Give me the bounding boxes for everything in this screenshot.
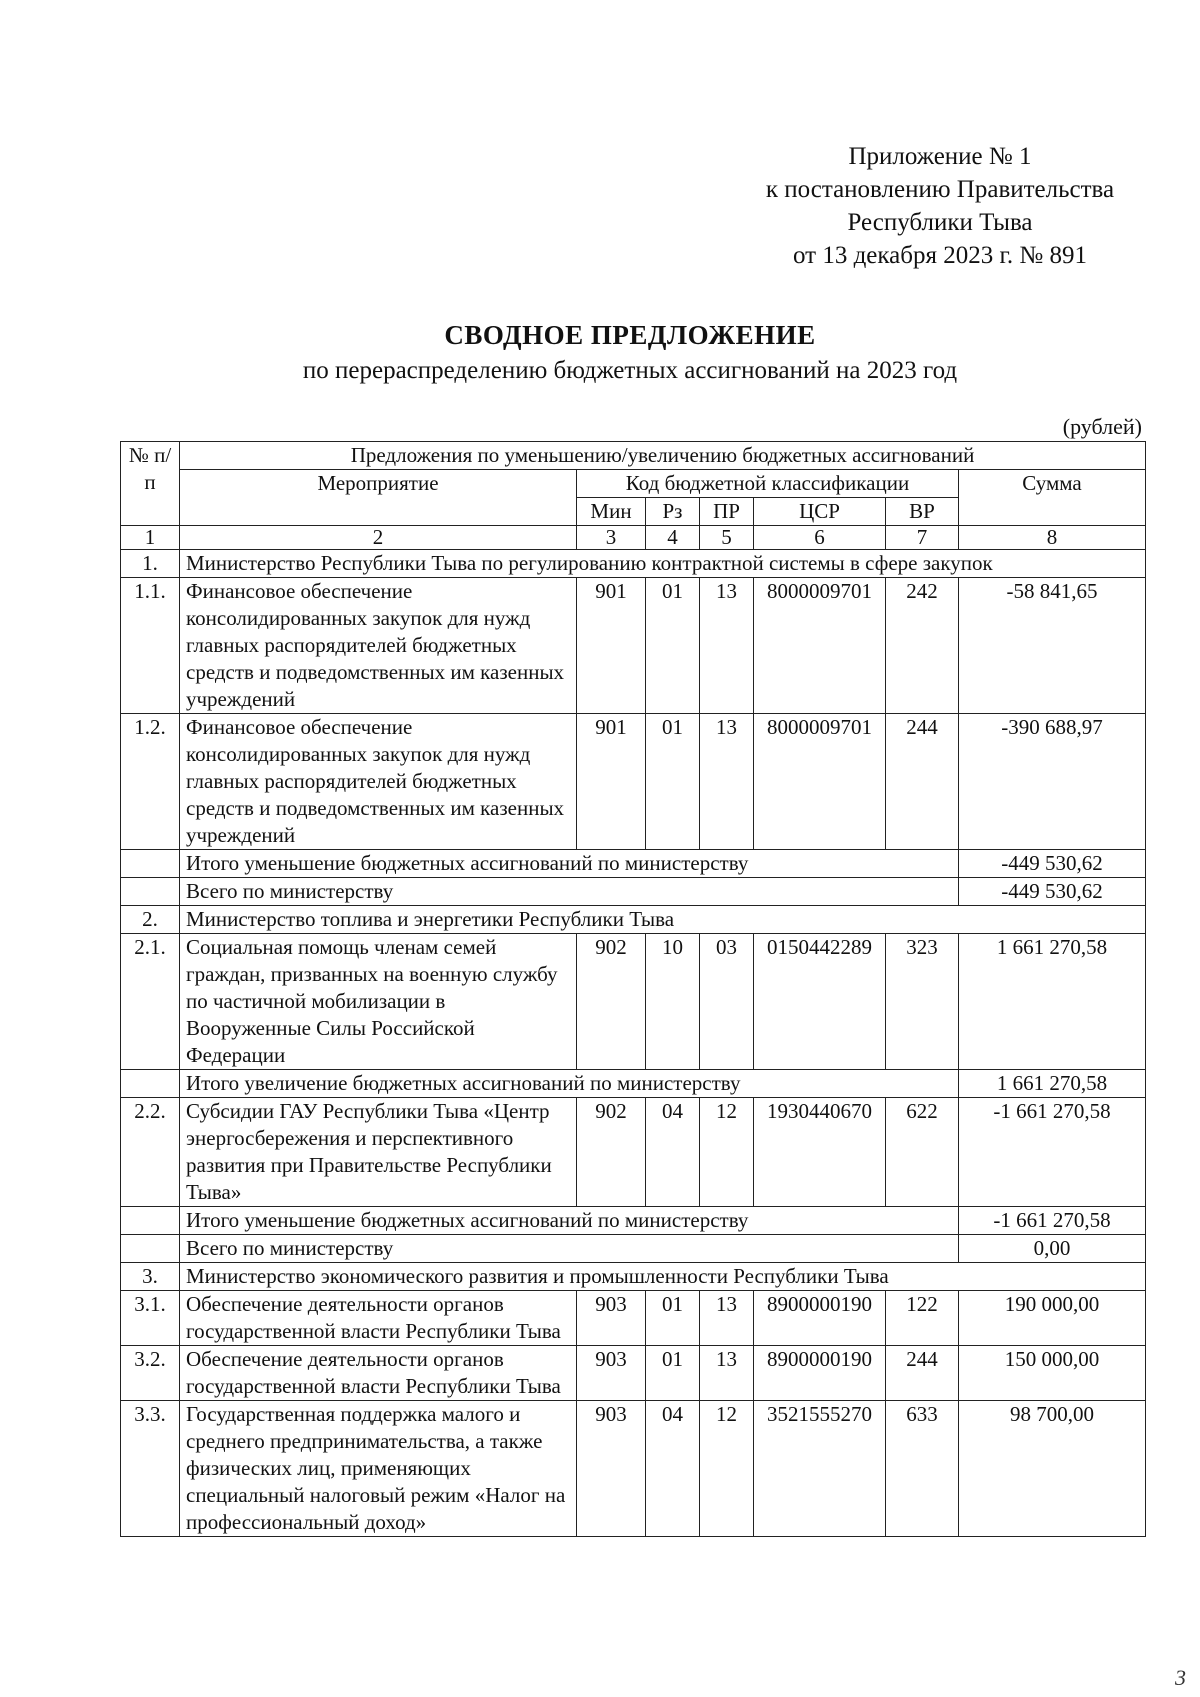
- table-row: [121, 714, 1146, 850]
- row-number-empty: [121, 1235, 180, 1263]
- code-pr: 12: [700, 1098, 754, 1207]
- code-csr: 8900000190: [754, 1291, 886, 1346]
- column-number: 6: [754, 526, 886, 550]
- code-pr: 12: [700, 1401, 754, 1537]
- activity-text: Обеспечение деятельности органов государственной власти Республики Тыва: [180, 1346, 577, 1401]
- header-rz: Рз: [646, 498, 700, 526]
- table-body: [121, 442, 1146, 1537]
- header-activity: Мероприятие: [180, 470, 577, 526]
- code-vr: 622: [886, 1098, 959, 1207]
- amount: -1 661 270,58: [959, 1098, 1146, 1207]
- code-min: 902: [577, 1098, 646, 1207]
- row-number: 3.1.: [121, 1291, 180, 1346]
- table-row: [121, 578, 1146, 714]
- code-rz: 04: [646, 1401, 700, 1537]
- code-csr: 0150442289: [754, 934, 886, 1070]
- annex-line-2: к постановлению Правительства: [765, 176, 1115, 203]
- code-pr: 13: [700, 1291, 754, 1346]
- header-csr: ЦСР: [754, 498, 886, 526]
- row-number: 2.1.: [121, 934, 180, 1070]
- row-number: 1.2.: [121, 714, 180, 850]
- row-number: 1.: [121, 550, 180, 578]
- total-label: Всего по министерству: [180, 1235, 959, 1263]
- code-vr: 242: [886, 578, 959, 714]
- page-number: 3: [1175, 1665, 1186, 1690]
- table-row: [121, 934, 1146, 1070]
- section-row: [121, 550, 1146, 578]
- code-csr: 1930440670: [754, 1098, 886, 1207]
- code-min: 902: [577, 934, 646, 1070]
- activity-text: Субсидии ГАУ Республики Тыва «Центр энергосбережения и перспективного развития при Правительстве Республики Тыва»: [180, 1098, 577, 1207]
- total-label: Итого уменьшение бюджетных ассигнований по министерству: [180, 1207, 959, 1235]
- total-amount: -1 661 270,58: [959, 1207, 1146, 1235]
- total-label: Итого уменьшение бюджетных ассигнований по министерству: [180, 850, 959, 878]
- amount: 98 700,00: [959, 1401, 1146, 1537]
- row-number: 2.2.: [121, 1098, 180, 1207]
- amount: 190 000,00: [959, 1291, 1146, 1346]
- row-number: 3.: [121, 1263, 180, 1291]
- activity-text: Социальная помощь членам семей граждан, призванных на военную службу по частичной мобилизации в Вооруженные Силы Российской Федерации: [180, 934, 577, 1070]
- header-pr: ПР: [700, 498, 754, 526]
- table-row: [121, 1098, 1146, 1207]
- annex-line-1: Приложение № 1: [848, 143, 1032, 170]
- code-min: 901: [577, 578, 646, 714]
- code-rz: 01: [646, 1291, 700, 1346]
- column-number: 7: [886, 526, 959, 550]
- section-row: [121, 1263, 1146, 1291]
- row-number-empty: [121, 878, 180, 906]
- column-number: 5: [700, 526, 754, 550]
- annex-block: [730, 140, 1150, 272]
- total-label: Всего по министерству: [180, 878, 959, 906]
- code-pr: 13: [700, 714, 754, 850]
- code-vr: 244: [886, 1346, 959, 1401]
- code-rz: 01: [646, 578, 700, 714]
- row-number: 1.1.: [121, 578, 180, 714]
- section-title: Министерство топлива и энергетики Республики Тыва: [180, 906, 1146, 934]
- column-number: 1: [121, 526, 180, 550]
- activity-text: Финансовое обеспечение консолидированных закупок для нужд главных распорядителей бюджетных средств и подведомственных им казенных учреждений: [180, 714, 577, 850]
- document-subtitle: по перераспределению бюджетных ассигнований на 2023 год: [302, 357, 958, 384]
- code-rz: 01: [646, 714, 700, 850]
- code-vr: 244: [886, 714, 959, 850]
- total-row: [121, 1070, 1146, 1098]
- column-number: 3: [577, 526, 646, 550]
- header-sum: Сумма: [959, 470, 1146, 526]
- total-amount: 1 661 270,58: [959, 1070, 1146, 1098]
- code-rz: 01: [646, 1346, 700, 1401]
- amount: -390 688,97: [959, 714, 1146, 850]
- total-label: Итого увеличение бюджетных ассигнований по министерству: [180, 1070, 959, 1098]
- total-row: [121, 850, 1146, 878]
- activity-text: Государственная поддержка малого и среднего предпринимательства, а также физических лиц, применяющих специальный налоговый режим «Налог на профессиональный доход»: [180, 1401, 577, 1537]
- code-min: 903: [577, 1401, 646, 1537]
- row-number-empty: [121, 850, 180, 878]
- table-row: [121, 1401, 1146, 1537]
- code-pr: 13: [700, 578, 754, 714]
- row-number: 3.2.: [121, 1346, 180, 1401]
- code-pr: 13: [700, 1346, 754, 1401]
- column-number: 4: [646, 526, 700, 550]
- column-number: 8: [959, 526, 1146, 550]
- total-amount: -449 530,62: [959, 878, 1146, 906]
- code-min: 903: [577, 1346, 646, 1401]
- code-vr: 122: [886, 1291, 959, 1346]
- amount: 1 661 270,58: [959, 934, 1146, 1070]
- code-rz: 04: [646, 1098, 700, 1207]
- budget-table: [120, 441, 1146, 1537]
- annex-line-3: Республики Тыва: [847, 209, 1033, 236]
- row-number: 2.: [121, 906, 180, 934]
- section-title: Министерство Республики Тыва по регулированию контрактной системы в сфере закупок: [180, 550, 1146, 578]
- section-title: Министерство экономического развития и промышленности Республики Тыва: [180, 1263, 1146, 1291]
- header-min: Мин: [577, 498, 646, 526]
- table-row: [121, 1346, 1146, 1401]
- section-row: [121, 906, 1146, 934]
- activity-text: Финансовое обеспечение консолидированных закупок для нужд главных распорядителей бюджетных средств и подведомственных им казенных учреждений: [180, 578, 577, 714]
- code-csr: 3521555270: [754, 1401, 886, 1537]
- header-vr: ВР: [886, 498, 959, 526]
- code-pr: 03: [700, 934, 754, 1070]
- total-row: [121, 1207, 1146, 1235]
- code-min: 901: [577, 714, 646, 850]
- code-csr: 8000009701: [754, 578, 886, 714]
- header-proposals: Предложения по уменьшению/увеличению бюджетных ассигнований: [180, 442, 1146, 470]
- header-row-2: [121, 470, 1146, 498]
- code-min: 903: [577, 1291, 646, 1346]
- amount: -58 841,65: [959, 578, 1146, 714]
- code-vr: 323: [886, 934, 959, 1070]
- column-number: 2: [180, 526, 577, 550]
- units-label: (рублей): [1062, 414, 1142, 439]
- row-number-empty: [121, 1207, 180, 1235]
- row-number: 3.3.: [121, 1401, 180, 1537]
- total-row: [121, 1235, 1146, 1263]
- code-csr: 8900000190: [754, 1346, 886, 1401]
- total-amount: -449 530,62: [959, 850, 1146, 878]
- row-number-empty: [121, 1070, 180, 1098]
- code-csr: 8000009701: [754, 714, 886, 850]
- total-row: [121, 878, 1146, 906]
- activity-text: Обеспечение деятельности органов государственной власти Республики Тыва: [180, 1291, 577, 1346]
- annex-line-4: от 13 декабря 2023 г. № 891: [792, 242, 1088, 269]
- table-row: [121, 1291, 1146, 1346]
- code-vr: 633: [886, 1401, 959, 1537]
- header-row-1: [121, 442, 1146, 470]
- header-budget-code: Код бюджетной классификации: [577, 470, 959, 498]
- document-title: СВОДНОЕ ПРЕДЛОЖЕНИЕ: [444, 320, 816, 350]
- code-rz: 10: [646, 934, 700, 1070]
- total-amount: 0,00: [959, 1235, 1146, 1263]
- header-num: № п/п: [121, 442, 180, 526]
- amount: 150 000,00: [959, 1346, 1146, 1401]
- column-number-row: [121, 526, 1146, 550]
